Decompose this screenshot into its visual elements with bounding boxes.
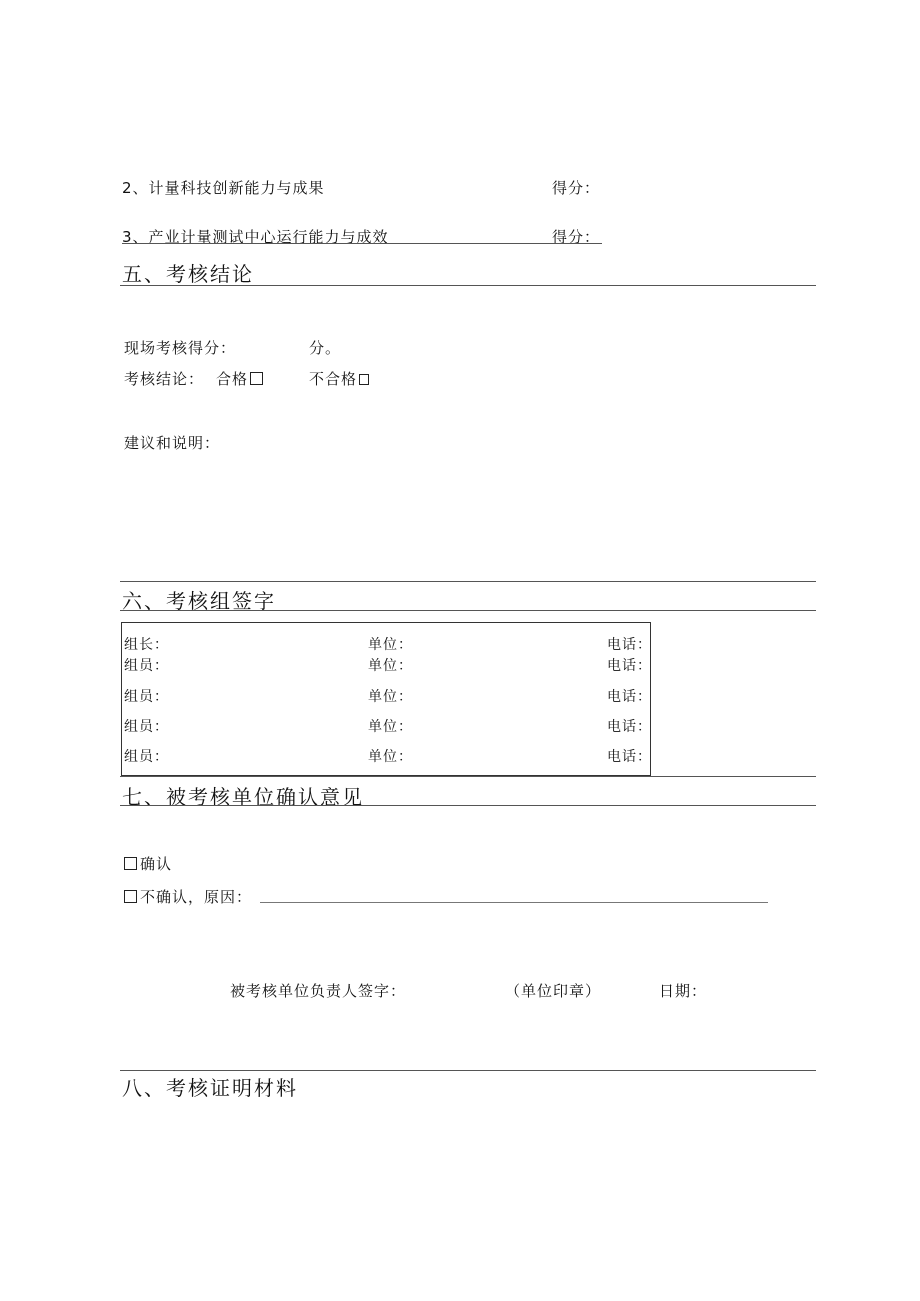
section5-heading: 五、考核结论 bbox=[122, 262, 254, 286]
section6-top-rule bbox=[120, 581, 816, 582]
date-label: 日期： bbox=[659, 982, 708, 1000]
unit-label: 单位： bbox=[368, 719, 413, 735]
unit-label: 单位： bbox=[368, 637, 413, 653]
section7-heading: 七、被考核单位确认意见 bbox=[122, 785, 364, 809]
role-label: 组员： bbox=[124, 749, 169, 765]
unit-label: 单位： bbox=[368, 689, 413, 705]
item2-score-label: 得分： bbox=[552, 179, 601, 197]
phone-label: 电话： bbox=[607, 637, 652, 653]
section8-heading: 八、考核证明材料 bbox=[122, 1076, 298, 1100]
conclusion-label: 考核结论： bbox=[124, 370, 205, 388]
item2-label: 2、计量科技创新能力与成果 bbox=[122, 179, 325, 197]
item3-score-label: 得分： bbox=[552, 228, 601, 246]
phone-label: 电话： bbox=[607, 719, 652, 735]
phone-label: 电话： bbox=[607, 658, 652, 674]
confirm-checkbox[interactable] bbox=[124, 857, 137, 870]
phone-label: 电话： bbox=[607, 689, 652, 705]
role-label: 组长： bbox=[124, 637, 169, 653]
not-confirm-text: 不确认，原因： bbox=[140, 888, 253, 906]
unqualified-checkbox[interactable] bbox=[359, 374, 369, 385]
unqualified-option[interactable] bbox=[309, 368, 372, 389]
section5-rule bbox=[120, 285, 816, 286]
phone-label: 电话： bbox=[607, 749, 652, 765]
unit-label: 单位： bbox=[368, 749, 413, 765]
section7-rule bbox=[120, 805, 816, 806]
reason-input-line[interactable] bbox=[260, 902, 768, 903]
unqualified-text: 不合格 bbox=[309, 370, 358, 388]
role-label: 组员： bbox=[124, 689, 169, 705]
onsite-score-label: 现场考核得分： bbox=[124, 339, 237, 357]
role-label: 组员： bbox=[124, 719, 169, 735]
item3-label: 3、产业计量测试中心运行能力与成效 bbox=[122, 228, 389, 246]
not-confirm-checkbox[interactable] bbox=[124, 890, 137, 903]
confirm-text: 确认 bbox=[140, 855, 173, 873]
not-confirm-option[interactable] bbox=[124, 886, 252, 907]
section8-top-rule bbox=[120, 1070, 816, 1071]
signature-label: 被考核单位负责人签字： bbox=[230, 982, 407, 1000]
section6-rule bbox=[120, 610, 816, 611]
qualified-checkbox[interactable] bbox=[250, 372, 263, 385]
onsite-score-unit: 分。 bbox=[309, 339, 342, 357]
unit-label: 单位： bbox=[368, 658, 413, 674]
qualified-option[interactable] bbox=[216, 368, 266, 389]
seal-label: （单位印章） bbox=[505, 982, 602, 1000]
qualified-text: 合格 bbox=[216, 370, 249, 388]
section7-top-rule bbox=[120, 776, 816, 777]
role-label: 组员： bbox=[124, 658, 169, 674]
confirm-option[interactable] bbox=[124, 853, 172, 874]
item3-underline bbox=[122, 243, 602, 244]
section6-heading: 六、考核组签字 bbox=[122, 589, 276, 613]
suggestion-label: 建议和说明： bbox=[124, 434, 221, 452]
